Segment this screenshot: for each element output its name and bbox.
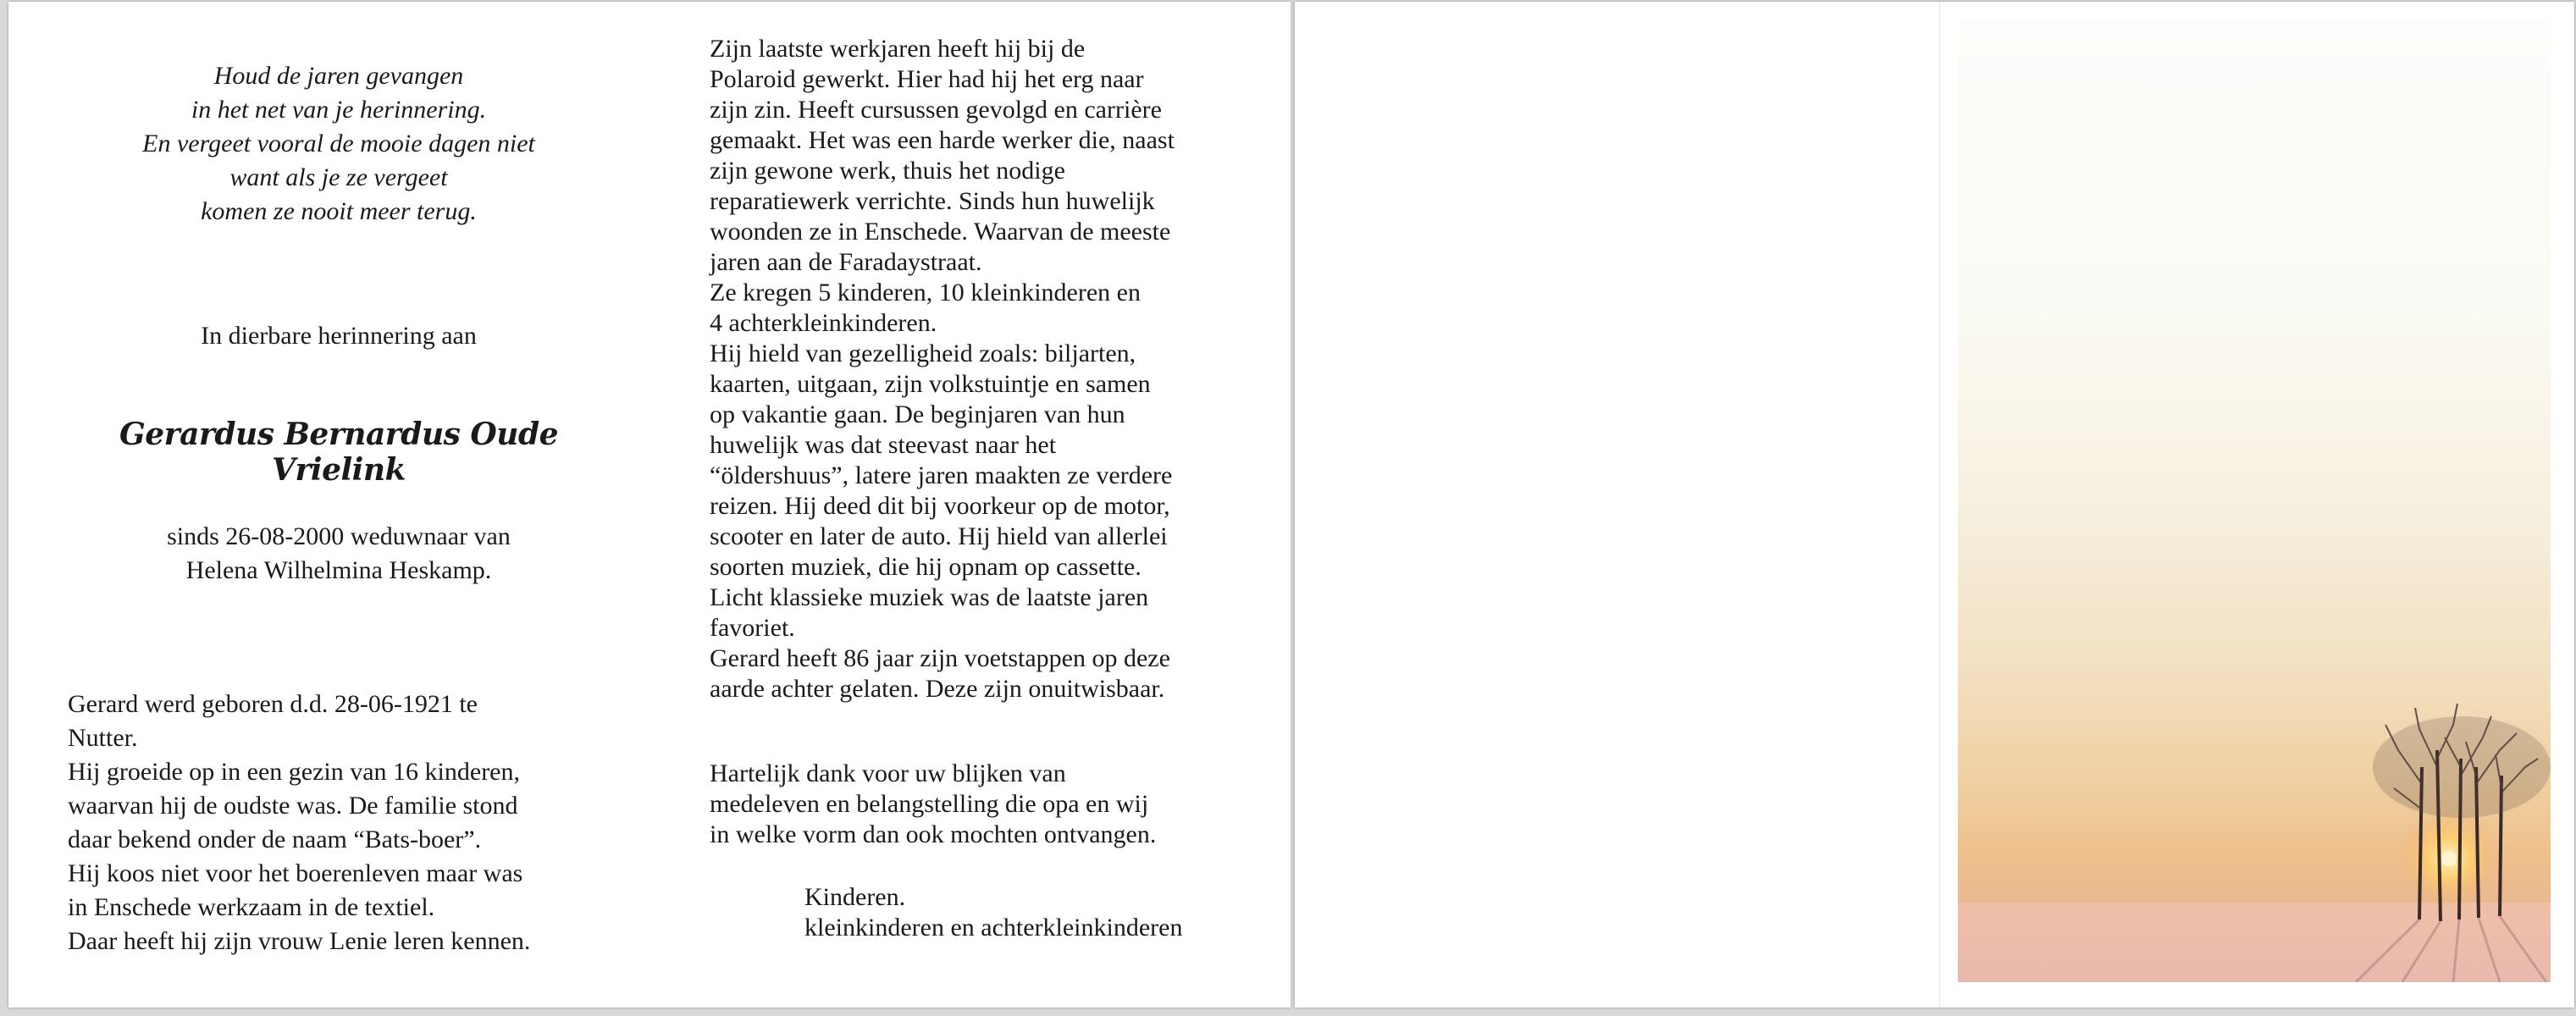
fold-divider bbox=[1939, 2, 1940, 1008]
bio2-line: Licht klassieke muziek was de laatste jaren bbox=[710, 583, 1149, 611]
bio-line: Gerard werd geboren d.d. 28-06-1921 te bbox=[68, 690, 478, 718]
bio2-line: Polaroid gewerkt. Hier had hij het erg naar bbox=[710, 65, 1144, 93]
bio-line: daar bekend onder de naam “Bats-boer”. bbox=[68, 826, 482, 853]
card-inner-spread bbox=[8, 2, 1291, 1008]
poem-line: komen ze nooit meer terug. bbox=[201, 197, 477, 225]
poem-line: want als je ze vergeet bbox=[229, 163, 448, 191]
memorial-poem bbox=[68, 59, 610, 229]
family-signature bbox=[804, 882, 1279, 943]
bio2-line: gemaakt. Het was een harde werker die, naast bbox=[710, 126, 1175, 154]
bio-line: Hij koos niet voor het boerenleven maar was bbox=[68, 859, 523, 887]
signature-line: Kinderen. bbox=[804, 883, 906, 911]
fold-divider bbox=[1291, 2, 1292, 1008]
bio-line: waarvan hij de oudste was. De familie stond bbox=[68, 792, 518, 820]
bio-line: Nutter. bbox=[68, 724, 138, 752]
bio2-line: aarde achter gelaten. Deze zijn onuitwisbaar. bbox=[710, 675, 1165, 703]
thanks-line: medeleven en belangstelling die opa en wij bbox=[710, 790, 1149, 818]
biography-text bbox=[68, 687, 644, 958]
poem-line: En vergeet vooral de mooie dagen niet bbox=[142, 130, 535, 157]
widower-line: Helena Wilhelmina Heskamp. bbox=[185, 556, 492, 584]
bio2-line: op vakantie gaan. De beginjaren van hun bbox=[710, 400, 1125, 428]
widower-notice bbox=[68, 520, 610, 588]
bio2-line: 4 achterkleinkinderen. bbox=[710, 309, 937, 337]
bio2-line: kaarten, uitgaan, zijn volkstuintje en samen bbox=[710, 370, 1151, 398]
bio2-line: Ze kregen 5 kinderen, 10 kleinkinderen en bbox=[710, 279, 1141, 306]
bio2-line: reparatiewerk verrichte. Sinds hun huwelijk bbox=[710, 187, 1155, 215]
tree-crown bbox=[2373, 716, 2551, 818]
bio2-line: zijn gewone werk, thuis het nodige bbox=[710, 157, 1065, 185]
poem-line: in het net van je herinnering. bbox=[191, 96, 487, 124]
signature-line: kleinkinderen en achterkleinkinderen bbox=[804, 914, 1183, 941]
bio2-line: “öldershuus”, latere jaren maakten ze verdere bbox=[710, 461, 1173, 489]
snow-field bbox=[1958, 903, 2551, 982]
winter-sunset-photo bbox=[1958, 22, 2551, 982]
thanks-line: Hartelijk dank voor uw blijken van bbox=[710, 759, 1066, 787]
biography-continued bbox=[710, 34, 1285, 704]
deceased-name: Gerardus Bernardus Oude Vrielink bbox=[119, 417, 559, 488]
poem-line: Houd de jaren gevangen bbox=[213, 62, 464, 90]
bio2-line: woonden ze in Enschede. Waarvan de meeste bbox=[710, 218, 1171, 246]
widower-line: sinds 26-08-2000 weduwnaar van bbox=[167, 522, 511, 550]
bio-line: in Enschede werkzaam in de textiel. bbox=[68, 893, 435, 921]
bio2-line: zijn zin. Heeft cursussen gevolgd en carrière bbox=[710, 96, 1162, 124]
bio2-line: Gerard heeft 86 jaar zijn voetstappen op deze bbox=[710, 644, 1170, 672]
bio2-line: huwelijk was dat steevast naar het bbox=[710, 431, 1057, 459]
sun-core bbox=[2441, 851, 2457, 866]
bio-line: Hij groeide op in een gezin van 16 kinderen, bbox=[68, 758, 520, 786]
thanks-line: in welke vorm dan ook mochten ontvangen. bbox=[710, 820, 1157, 848]
bio2-line: Zijn laatste werkjaren heeft hij bij de bbox=[710, 35, 1086, 63]
memorial-intro: In dierbare herinnering aan bbox=[201, 322, 477, 350]
bio2-line: favoriet. bbox=[710, 614, 795, 642]
bio2-line: soorten muziek, die hij opnam op cassette. bbox=[710, 553, 1142, 581]
bio2-line: scooter en later de auto. Hij hield van allerlei bbox=[710, 522, 1168, 550]
bio2-line: reizen. Hij deed dit bij voorkeur op de motor, bbox=[710, 492, 1170, 520]
trees-illustration bbox=[1958, 22, 2551, 982]
bio-line: Daar heeft hij zijn vrouw Lenie leren kennen. bbox=[68, 927, 531, 955]
bio2-line: Hij hield van gezelligheid zoals: biljarten, bbox=[710, 340, 1136, 367]
bio2-line: jaren aan de Faradaystraat. bbox=[710, 248, 982, 276]
thank-you-note bbox=[710, 759, 1285, 850]
